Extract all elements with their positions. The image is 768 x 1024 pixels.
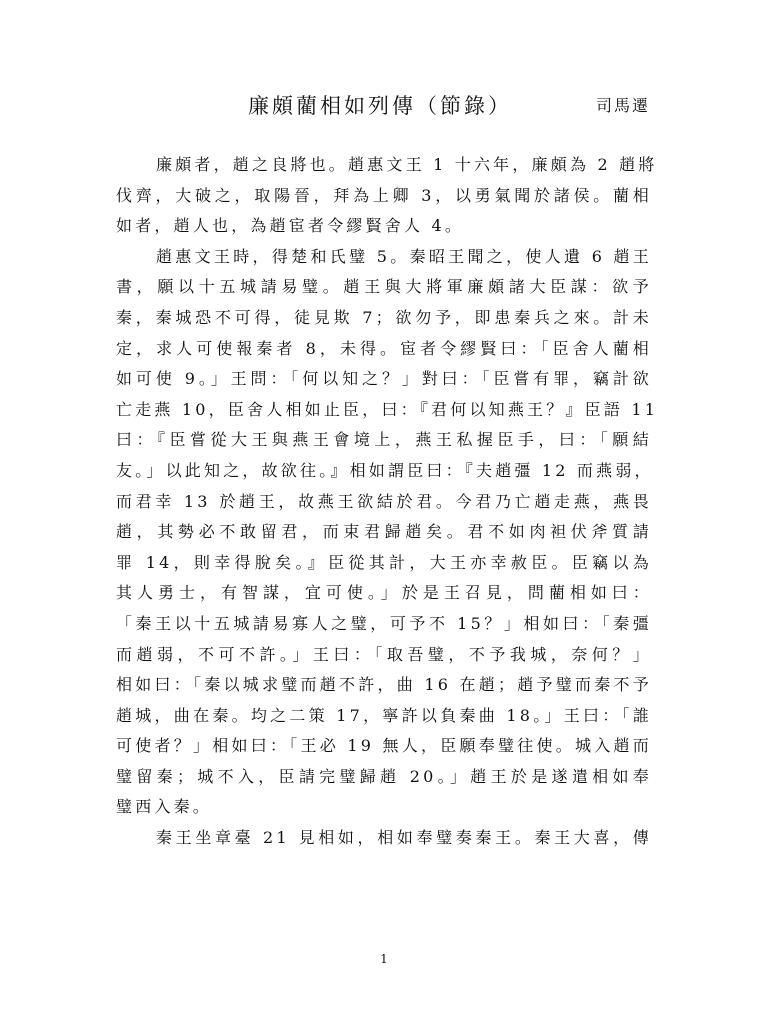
text-line: 如可使 9。」王問：「何以知之？」對曰：「臣嘗有罪，竊計欲 [116, 369, 652, 389]
text-line: 相如曰：「秦以城求璧而趙不許，曲 16 在趙；趙予璧而秦不予 [116, 675, 652, 695]
page-number: 1 [380, 952, 388, 966]
text-line: 趙，其勢必不敢留君，而束君歸趙矣。君不如肉袒伏斧質請 [116, 522, 652, 542]
text-line: 趙惠文王時，得楚和氏璧 5。秦昭王聞之，使人遺 6 趙王 [156, 246, 652, 266]
text-line: 其人勇士，有智謀，宜可使。」於是王召見，問藺相如曰： [116, 583, 652, 603]
text-line: 可使者？」相如曰：「王必 19 無人，臣願奉璧往使。城入趙而 [116, 736, 652, 756]
text-line: 璧西入秦。 [116, 797, 213, 817]
text-line: 璧留秦；城不入，臣請完璧歸趙 20。」趙王於是遂遣相如奉 [116, 766, 652, 786]
text-line: 曰：『臣嘗從大王與燕王會境上，燕王私握臣手，曰：「願結 [116, 430, 652, 450]
text-line: 罪 14，則幸得脫矣。』臣從其計，大王亦幸赦臣。臣竊以為 [116, 552, 652, 572]
document-header [0, 90, 768, 126]
text-line: 廉頗者，趙之良將也。趙惠文王 1 十六年，廉頗為 2 趙將 [156, 155, 658, 174]
document-title: 廉頗藺相如列傳（節錄） [248, 94, 512, 118]
text-line: 友。」以此知之，故欲往。』相如謂臣曰：『夫趙彊 12 而燕弱， [116, 460, 654, 480]
text-line: 秦王坐章臺 21 見相如，相如奉璧奏秦王。秦王大喜，傳 [156, 828, 652, 848]
text-line: 定，求人可使報秦者 8，未得。宦者令繆賢曰：「臣舍人藺相 [116, 338, 652, 358]
text-line: 伐齊，大破之，取陽晉，拜為上卿 3，以勇氣聞於諸侯。藺相 [116, 185, 652, 205]
text-line: 趙城，曲在秦。均之二策 17，寧許以負秦曲 18。」王曰：「誰 [116, 705, 652, 725]
text-line: 「秦王以十五城請易寡人之璧，可予不 15？」相如曰：「秦彊 [116, 613, 652, 633]
text-line: 亡走燕 10，臣舍人相如止臣，曰：『君何以知燕王？』臣語 11 [116, 399, 659, 419]
text-line: 而趙弱，不可不許。」王曰：「取吾璧，不予我城，奈何？」 [116, 644, 652, 664]
document-author: 司馬遷 [596, 96, 651, 115]
text-line: 書，願以十五城請易璧。趙王與大將軍廉頗諸大臣謀：欲予 [116, 277, 652, 297]
document-body [116, 150, 659, 854]
text-line: 而君幸 13 於趙王，故燕王欲結於君。今君乃亡趙走燕，燕畏 [116, 491, 652, 511]
text-line: 如者，趙人也，為趙宦者令繆賢舍人 4。 [116, 216, 465, 236]
text-line: 秦，秦城恐不可得，徒見欺 7；欲勿予，即患秦兵之來。計未 [116, 307, 652, 327]
